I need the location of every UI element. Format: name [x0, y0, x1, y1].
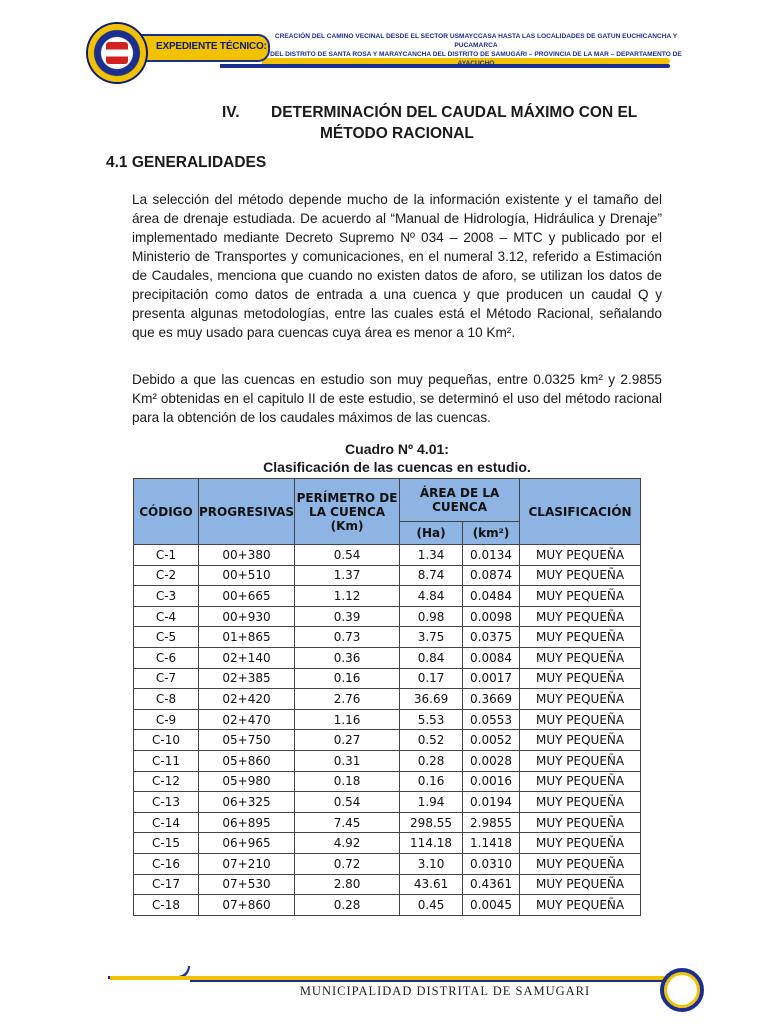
cell-codigo: C-18: [134, 895, 199, 916]
cell-area-km2: 0.0310: [463, 853, 520, 874]
cell-progresiva: 01+865: [199, 627, 295, 648]
cell-area-ha: 8.74: [400, 565, 463, 586]
cell-progresiva: 06+965: [199, 833, 295, 854]
cell-area-ha: 4.84: [400, 586, 463, 607]
header-clasificacion: CLASIFICACIÓN: [520, 479, 641, 545]
cell-area-km2: 2.9855: [463, 812, 520, 833]
table-row: [134, 627, 641, 648]
cell-area-km2: 0.0874: [463, 565, 520, 586]
cell-area-km2: 0.0016: [463, 771, 520, 792]
cell-progresiva: 00+510: [199, 565, 295, 586]
cell-perimetro: 0.54: [295, 545, 400, 566]
cell-codigo: C-1: [134, 545, 199, 566]
table-row: [134, 874, 641, 895]
table-row: [134, 709, 641, 730]
cell-clasificacion: MUY PEQUEÑA: [520, 771, 641, 792]
cell-progresiva: 02+420: [199, 689, 295, 710]
cell-clasificacion: MUY PEQUEÑA: [520, 833, 641, 854]
cell-clasificacion: MUY PEQUEÑA: [520, 709, 641, 730]
cell-area-km2: 0.0098: [463, 606, 520, 627]
cell-area-ha: 0.52: [400, 730, 463, 751]
cell-area-ha: 0.16: [400, 771, 463, 792]
table-row: [134, 812, 641, 833]
cell-codigo: C-2: [134, 565, 199, 586]
header-project-title: [270, 32, 682, 68]
header-progresivas: PROGRESIVAS: [199, 479, 295, 545]
table-row: [134, 853, 641, 874]
cell-perimetro: 7.45: [295, 812, 400, 833]
cell-area-km2: 0.0028: [463, 750, 520, 771]
cell-codigo: C-12: [134, 771, 199, 792]
cell-area-ha: 43.61: [400, 874, 463, 895]
cell-codigo: C-15: [134, 833, 199, 854]
cell-clasificacion: MUY PEQUEÑA: [520, 586, 641, 607]
header-project-line-2: DEL DISTRITO DE SANTA ROSA Y MARAYCANCHA DEL DISTRITO DE SAMUGARI – PROVINCIA DE LA MAR – DEPARTAMENTO DE AYACUCHO: [270, 51, 682, 67]
cell-progresiva: 07+210: [199, 853, 295, 874]
cell-clasificacion: MUY PEQUEÑA: [520, 792, 641, 813]
table-row: [134, 586, 641, 607]
section-number: IV.: [222, 104, 240, 121]
cell-codigo: C-10: [134, 730, 199, 751]
paragraph-justification: Debido a que las cuencas en estudio son muy pequeñas, entre 0.0325 km² y 2.9855 Km² obtenidas en el capitulo II de este estudio, se determinó el uso del método racional para la obtención de los caudales máximos de las cuencas.: [132, 372, 662, 425]
cell-area-km2: 0.0484: [463, 586, 520, 607]
cell-clasificacion: MUY PEQUEÑA: [520, 895, 641, 916]
cell-area-ha: 1.94: [400, 792, 463, 813]
cell-area-ha: 3.10: [400, 853, 463, 874]
cell-codigo: C-14: [134, 812, 199, 833]
cell-perimetro: 0.73: [295, 627, 400, 648]
cell-area-km2: 0.0194: [463, 792, 520, 813]
table-caption-title: Clasificación de las cuencas en estudio.: [263, 459, 531, 475]
header-badge-label: EXPEDIENTE TÉCNICO:: [156, 41, 267, 52]
table-row: [134, 606, 641, 627]
table-header-row: [134, 479, 641, 522]
cell-codigo: C-7: [134, 668, 199, 689]
cell-clasificacion: MUY PEQUEÑA: [520, 689, 641, 710]
cell-perimetro: 2.80: [295, 874, 400, 895]
table-row: [134, 730, 641, 751]
footer-municipality: MUNICIPALIDAD DISTRITAL DE SAMUGARI: [299, 984, 591, 998]
cell-progresiva: 05+980: [199, 771, 295, 792]
cell-area-ha: 1.34: [400, 545, 463, 566]
cell-progresiva: 05+750: [199, 730, 295, 751]
cell-area-km2: 0.0134: [463, 545, 520, 566]
cell-codigo: C-11: [134, 750, 199, 771]
table-row: [134, 771, 641, 792]
subsection-title: 4.1 GENERALIDADES: [106, 154, 267, 171]
cell-codigo: C-8: [134, 689, 199, 710]
cell-perimetro: 2.76: [295, 689, 400, 710]
cell-area-ha: 5.53: [400, 709, 463, 730]
cell-perimetro: 1.16: [295, 709, 400, 730]
cell-area-ha: 0.45: [400, 895, 463, 916]
cell-perimetro: 1.12: [295, 586, 400, 607]
cell-codigo: C-4: [134, 606, 199, 627]
footer-ring-icon: [660, 968, 704, 1012]
cell-perimetro: 0.28: [295, 895, 400, 916]
cell-perimetro: 0.72: [295, 853, 400, 874]
cell-area-km2: 0.0052: [463, 730, 520, 751]
cell-area-km2: 0.0017: [463, 668, 520, 689]
header-area: ÁREA DE LA CUENCA: [400, 479, 520, 522]
cell-codigo: C-5: [134, 627, 199, 648]
cell-progresiva: 00+930: [199, 606, 295, 627]
page-header: [0, 0, 768, 100]
cell-area-ha: 3.75: [400, 627, 463, 648]
cell-clasificacion: MUY PEQUEÑA: [520, 730, 641, 751]
cell-clasificacion: MUY PEQUEÑA: [520, 750, 641, 771]
cell-area-km2: 0.3669: [463, 689, 520, 710]
header-ha: (Ha): [400, 522, 463, 545]
cell-progresiva: 00+665: [199, 586, 295, 607]
basin-classification-table: [133, 478, 641, 916]
cell-clasificacion: MUY PEQUEÑA: [520, 545, 641, 566]
table-row: [134, 545, 641, 566]
cell-progresiva: 06+325: [199, 792, 295, 813]
cell-area-km2: 0.0045: [463, 895, 520, 916]
table-body: [134, 545, 641, 916]
cell-area-ha: 36.69: [400, 689, 463, 710]
flag-icon: [106, 42, 128, 64]
header-codigo: CÓDIGO: [134, 479, 199, 545]
paragraph-generalidades: La selección del método depende mucho de la información existente y el tamaño del área de drenaje estudiada. De acuerdo al “Manual de Hidrología, Hidráulica y Drenaje” implementado mediante Decreto Supremo Nº 034 – 2008 – MTC y publicado por el Ministerio de Transportes y comunicaciones, en el numeral 3.12, referido a Estimación de Caudales, menciona que cuando no existen datos de aforo, se utilizan los datos de precipitación como datos de entrada a una cuenca y que producen un caudal Q y presenta algunas metodologías, entre las cuales está el Método Racional, señalando que es muy usado para cuencas cuya área es menor a 10 Km².: [132, 192, 662, 340]
cell-progresiva: 02+470: [199, 709, 295, 730]
cell-codigo: C-13: [134, 792, 199, 813]
cell-clasificacion: MUY PEQUEÑA: [520, 668, 641, 689]
cell-perimetro: 0.16: [295, 668, 400, 689]
table-row: [134, 895, 641, 916]
header-project-line-1: CREACIÓN DEL CAMINO VECINAL DESDE EL SECTOR USMAYCCASA HASTA LAS LOCALIDADES DE GATUN EUCHICANCHA Y PUCAMARCA: [274, 33, 678, 49]
table-row: [134, 792, 641, 813]
table-header: [134, 479, 641, 545]
cell-perimetro: 0.18: [295, 771, 400, 792]
header-badge: [140, 34, 270, 62]
cell-area-ha: 114.18: [400, 833, 463, 854]
table-row: [134, 689, 641, 710]
cell-perimetro: 0.27: [295, 730, 400, 751]
header-km2: (km²): [463, 522, 520, 545]
cell-progresiva: 06+895: [199, 812, 295, 833]
cell-area-ha: 298.55: [400, 812, 463, 833]
section-title-line-2: MÉTODO RACIONAL: [320, 125, 474, 142]
cell-area-km2: 1.1418: [463, 833, 520, 854]
municipality-seal-icon: [88, 24, 146, 82]
cell-area-km2: 0.0375: [463, 627, 520, 648]
cell-codigo: C-6: [134, 647, 199, 668]
table-row: [134, 647, 641, 668]
cell-codigo: C-3: [134, 586, 199, 607]
cell-codigo: C-16: [134, 853, 199, 874]
table-row: [134, 565, 641, 586]
cell-area-ha: 0.28: [400, 750, 463, 771]
cell-codigo: C-17: [134, 874, 199, 895]
cell-area-ha: 0.98: [400, 606, 463, 627]
cell-clasificacion: MUY PEQUEÑA: [520, 812, 641, 833]
table-row: [134, 833, 641, 854]
cell-progresiva: 07+860: [199, 895, 295, 916]
cell-progresiva: 02+385: [199, 668, 295, 689]
cell-perimetro: 0.39: [295, 606, 400, 627]
cell-clasificacion: MUY PEQUEÑA: [520, 647, 641, 668]
cell-clasificacion: MUY PEQUEÑA: [520, 874, 641, 895]
cell-progresiva: 07+530: [199, 874, 295, 895]
cell-clasificacion: MUY PEQUEÑA: [520, 565, 641, 586]
cell-perimetro: 0.36: [295, 647, 400, 668]
table-caption-number: Cuadro Nº 4.01:: [345, 441, 449, 457]
cell-clasificacion: MUY PEQUEÑA: [520, 627, 641, 648]
section-title-line-1: DETERMINACIÓN DEL CAUDAL MÁXIMO CON EL: [271, 104, 638, 121]
cell-area-ha: 0.17: [400, 668, 463, 689]
table-row: [134, 750, 641, 771]
table-row: [134, 668, 641, 689]
cell-area-km2: 0.0553: [463, 709, 520, 730]
cell-progresiva: 02+140: [199, 647, 295, 668]
cell-area-km2: 0.4361: [463, 874, 520, 895]
cell-clasificacion: MUY PEQUEÑA: [520, 853, 641, 874]
footer-blue-bar: [190, 980, 670, 982]
cell-progresiva: 05+860: [199, 750, 295, 771]
cell-perimetro: 1.37: [295, 565, 400, 586]
cell-codigo: C-9: [134, 709, 199, 730]
cell-clasificacion: MUY PEQUEÑA: [520, 606, 641, 627]
cell-area-km2: 0.0084: [463, 647, 520, 668]
cell-perimetro: 0.31: [295, 750, 400, 771]
cell-perimetro: 4.92: [295, 833, 400, 854]
cell-area-ha: 0.84: [400, 647, 463, 668]
cell-progresiva: 00+380: [199, 545, 295, 566]
cell-perimetro: 0.54: [295, 792, 400, 813]
header-perimetro: PERÍMETRO DE LA CUENCA (Km): [295, 479, 400, 545]
